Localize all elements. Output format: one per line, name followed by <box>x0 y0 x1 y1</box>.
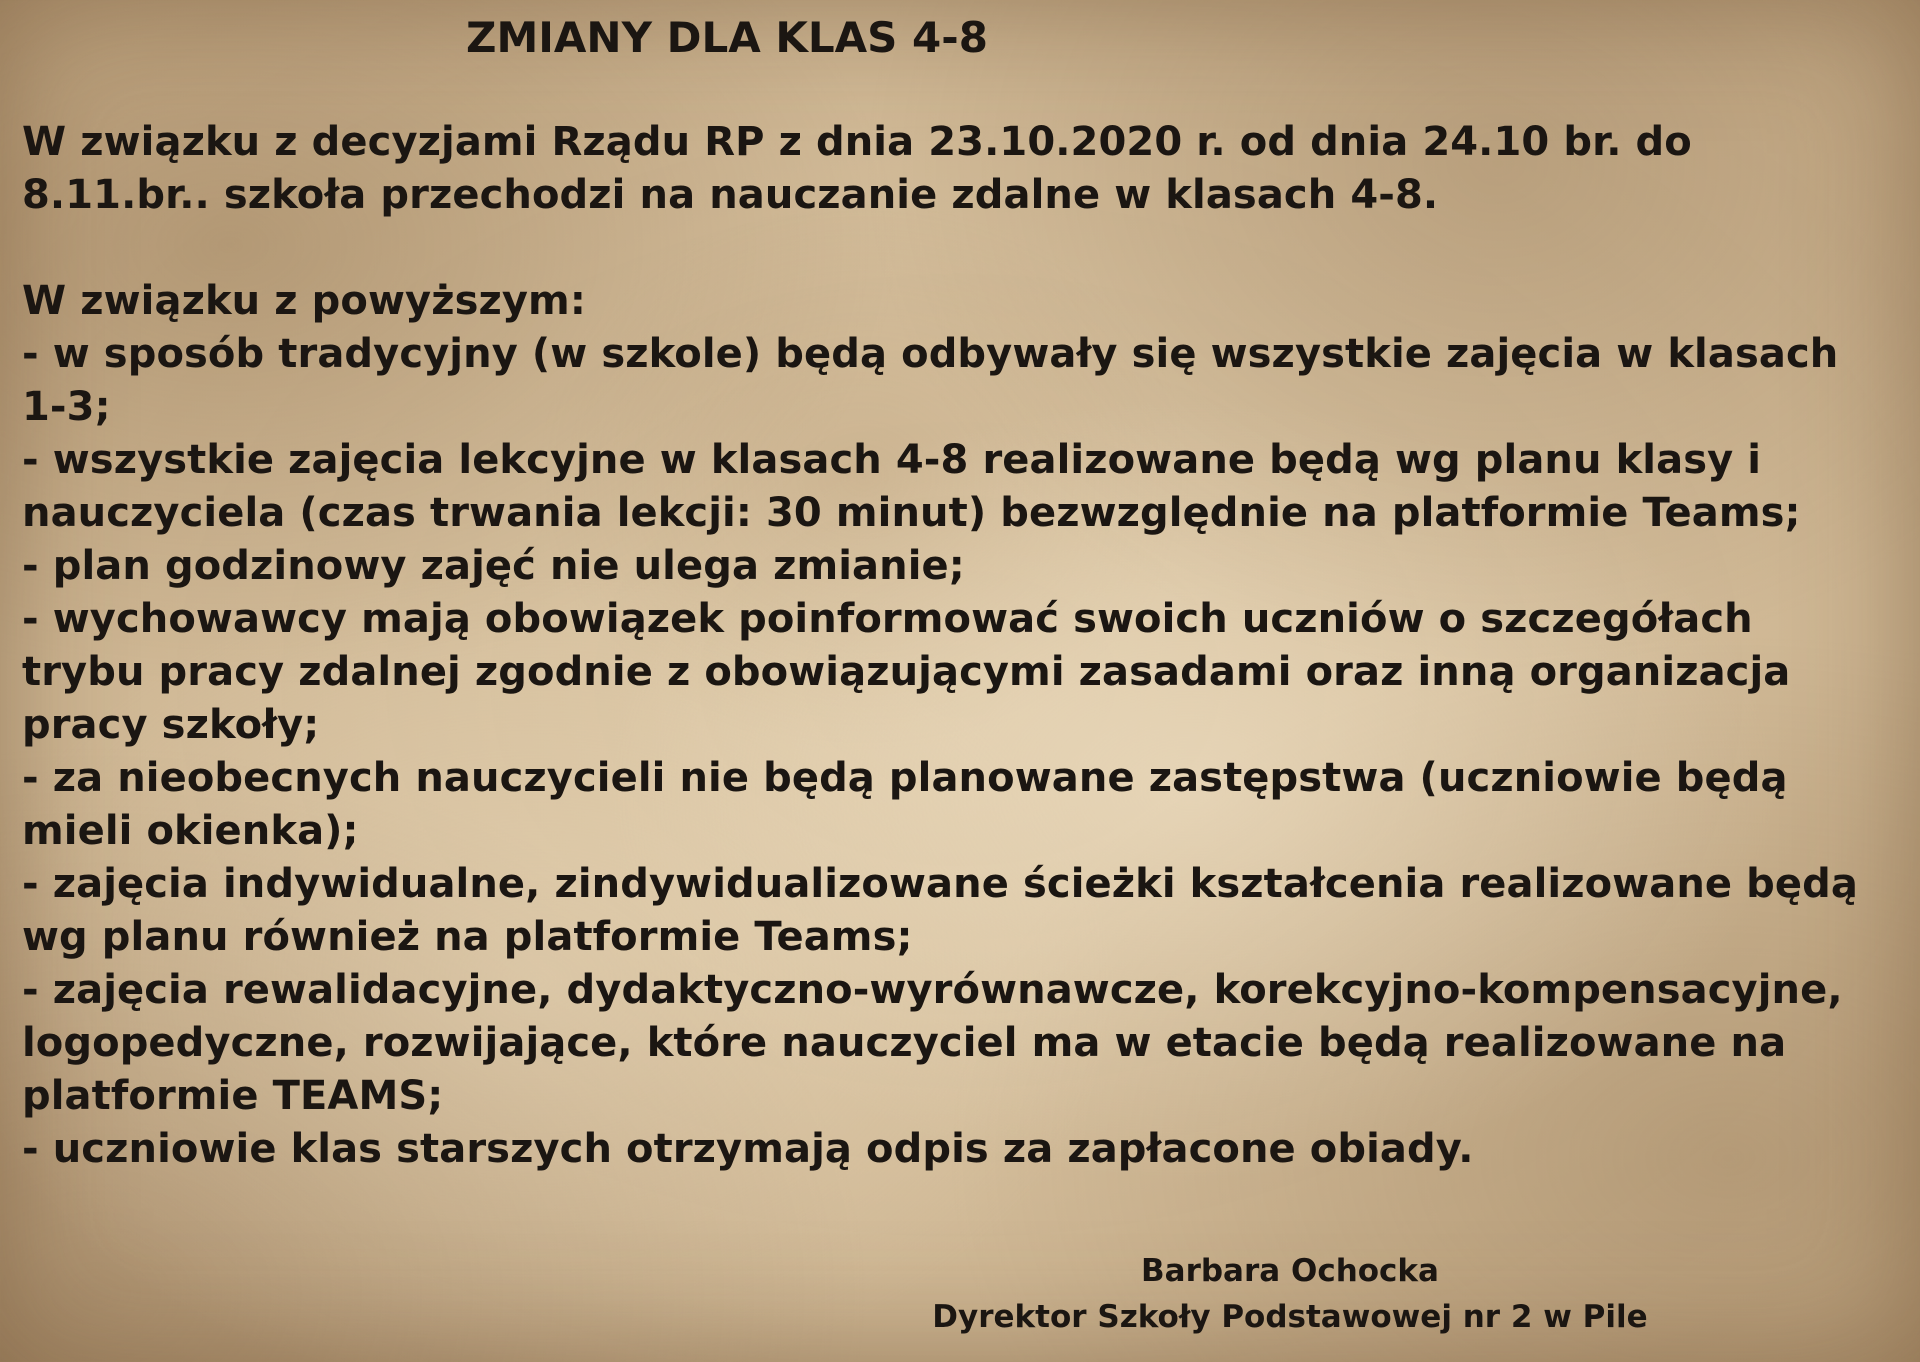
list-line: 1-3; <box>22 384 111 430</box>
intro-line: W związku z decyzjami Rządu RP z dnia 23.10.2020 r. od dnia 24.10 br. do <box>22 119 1692 165</box>
list-line: - wychowawcy mają obowiązek poinformować swoich uczniów o szczegółach <box>22 596 1753 642</box>
list-line: wg planu również na platformie Teams; <box>22 914 913 960</box>
list-line: - plan godzinowy zajęć nie ulega zmianie; <box>22 543 965 589</box>
list-line: pracy szkoły; <box>22 702 320 748</box>
list-line: - za nieobecnych nauczycieli nie będą planowane zastępstwa (uczniowie będą <box>22 755 1788 801</box>
list-line: mieli okienka); <box>22 808 359 854</box>
signature-name: Barbara Ochocka <box>1141 1253 1439 1289</box>
list-line: - wszystkie zajęcia lekcyjne w klasach 4-8 realizowane będą wg planu klasy i <box>22 437 1762 483</box>
intro-line: 8.11.br.. szkoła przechodzi na nauczanie zdalne w klasach 4-8. <box>22 172 1439 218</box>
list-line: platformie TEAMS; <box>22 1073 444 1119</box>
intro-paragraph <box>22 116 1902 222</box>
list-line: - zajęcia indywidualne, zindywidualizowane ścieżki kształcenia realizowane będą <box>22 861 1858 907</box>
list-heading: W związku z powyższym: <box>22 278 586 324</box>
list-line: logopedyczne, rozwijające, które nauczyciel ma w etacie będą realizowane na <box>22 1020 1787 1066</box>
signature-block <box>620 1248 1920 1340</box>
list-line: trybu pracy zdalnej zgodnie z obowiązującymi zasadami oraz inną organizacja <box>22 649 1791 695</box>
list-line: - zajęcia rewalidacyjne, dydaktyczno-wyrównawcze, korekcyjno-kompensacyjne, <box>22 967 1843 1013</box>
notice-body <box>22 116 1902 1176</box>
list-line: nauczyciela (czas trwania lekcji: 30 minut) bezwzględnie na platformie Teams; <box>22 490 1801 536</box>
list-line: - w sposób tradycyjny (w szkole) będą odbywały się wszystkie zajęcia w klasach <box>22 331 1839 377</box>
notice-title: ZMIANY DLA KLAS 4-8 <box>466 13 988 62</box>
list-line: - uczniowie klas starszych otrzymają odpis za zapłacone obiady. <box>22 1126 1474 1172</box>
paragraph-gap <box>22 222 1902 275</box>
signature-position: Dyrektor Szkoły Podstawowej nr 2 w Pile <box>932 1299 1648 1335</box>
changes-list <box>22 328 1902 1176</box>
